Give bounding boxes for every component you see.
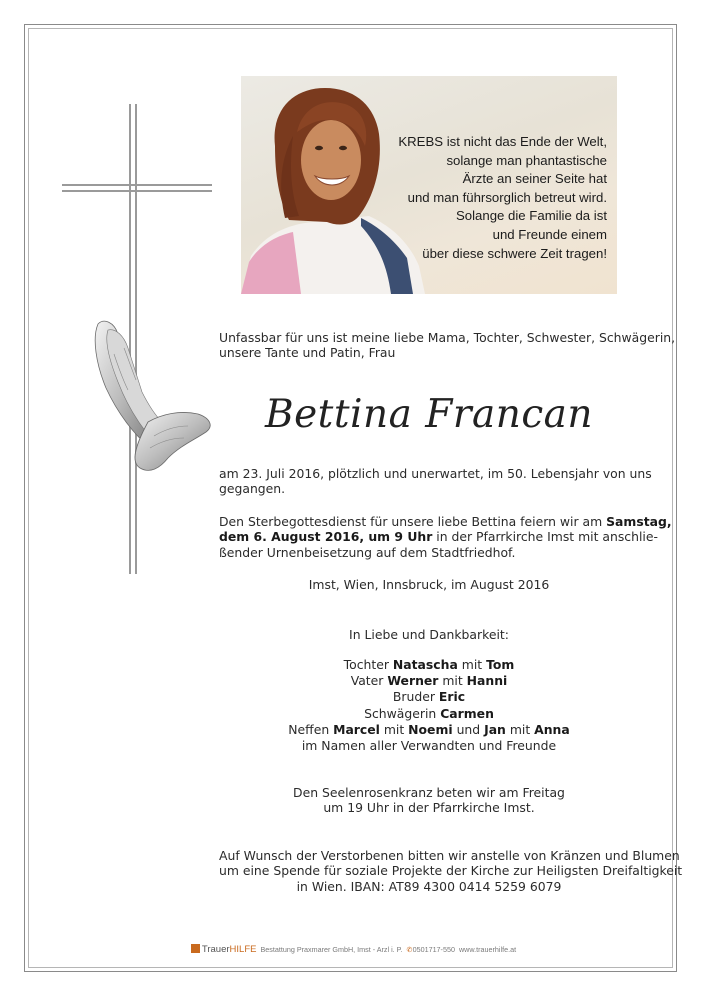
quote-line: KREBS ist nicht das Ende der Welt, [398, 134, 607, 149]
quote-line: und Freunde einem [492, 226, 607, 242]
family-list [219, 657, 639, 754]
quote-line: und man führsorglich betreut wird. [407, 189, 607, 205]
service-text-3: ßender Urnenbeisetzung auf dem Stadtfriedhof. [219, 544, 516, 560]
death-line-2: gegangen. [219, 481, 286, 497]
intro-text [219, 330, 676, 361]
portrait-photo [241, 76, 617, 294]
trauerhilfe-logo-icon [191, 944, 200, 953]
footer [0, 944, 707, 955]
death-text [219, 466, 652, 497]
family-nephews: Neffen Marcel mit Noemi und Jan mit Anna [288, 721, 570, 737]
rosary-line-2: um 19 Uhr in der Pfarrkirche Imst. [323, 800, 535, 816]
family-sister-in-law: Schwägerin Carmen [364, 705, 494, 721]
service-date-time: dem 6. August 2016, um 9 Uhr [219, 529, 433, 545]
deceased-name: Bettina Francan [264, 392, 594, 437]
phone-icon: ✆ [406, 945, 413, 954]
death-line-1: am 23. Juli 2016, plötzlich und unerwartet, im 50. Lebensjahr von uns [219, 466, 652, 481]
quote-line: über diese schwere Zeit tragen! [422, 245, 607, 261]
footer-company: Bestattung Praxmarer GmbH, Imst - Arzl i. P. [260, 945, 403, 954]
quote-text [347, 133, 607, 263]
donation-line-3: in Wien. IBAN: AT89 4300 0414 5259 6079 [296, 878, 562, 894]
service-day: Samstag, [606, 514, 672, 529]
logo-text-trauer: Trauer [201, 944, 230, 955]
family-relatives: im Namen aller Verwandten und Freunde [301, 738, 557, 754]
intro-line-2: unsere Tante und Patin, Frau [219, 345, 396, 361]
donation-line-1: Auf Wunsch der Verstorbenen bitten wir anstelle von Kränzen und Blumen [219, 848, 680, 863]
service-text [219, 514, 672, 560]
family-father: Vater Werner mit Hanni [350, 673, 508, 689]
quote-line: Solange die Familie da ist [455, 208, 607, 224]
footer-phone: 0501717-550 [412, 945, 455, 954]
rosary-line-1: Den Seelenrosenkranz beten wir am Freitag [293, 785, 565, 800]
quote-line: solange man phantastische [446, 152, 607, 168]
service-text-2: in der Pfarrkirche Imst mit anschlie- [432, 529, 658, 545]
logo-text-hilfe: HILFE [229, 944, 257, 955]
farewell-text: In Liebe und Dankbarkeit: [349, 627, 509, 642]
donation-line-2: um eine Spende für soziale Projekte der Kirche zur Heiligsten Dreifaltigkeit [219, 863, 683, 879]
footer-web[interactable]: www.trauerhilfe.at [458, 945, 517, 954]
place-date: Imst, Wien, Innsbruck, im August 2016 [308, 577, 550, 592]
intro-line-1: Unfassbar für uns ist meine liebe Mama, Tochter, Schwester, Schwägerin, [219, 330, 676, 345]
family-brother: Bruder Eric [392, 689, 466, 705]
family-daughter: Tochter Natascha mit Tom [343, 657, 515, 672]
service-text-1: Den Sterbegottesdienst für unsere liebe Bettina feiern wir am [219, 514, 607, 529]
praying-hands-icon [84, 318, 214, 476]
quote-line: Ärzte an seiner Seite hat [462, 171, 607, 187]
donation-text [219, 848, 683, 894]
rosary-text [219, 785, 639, 816]
